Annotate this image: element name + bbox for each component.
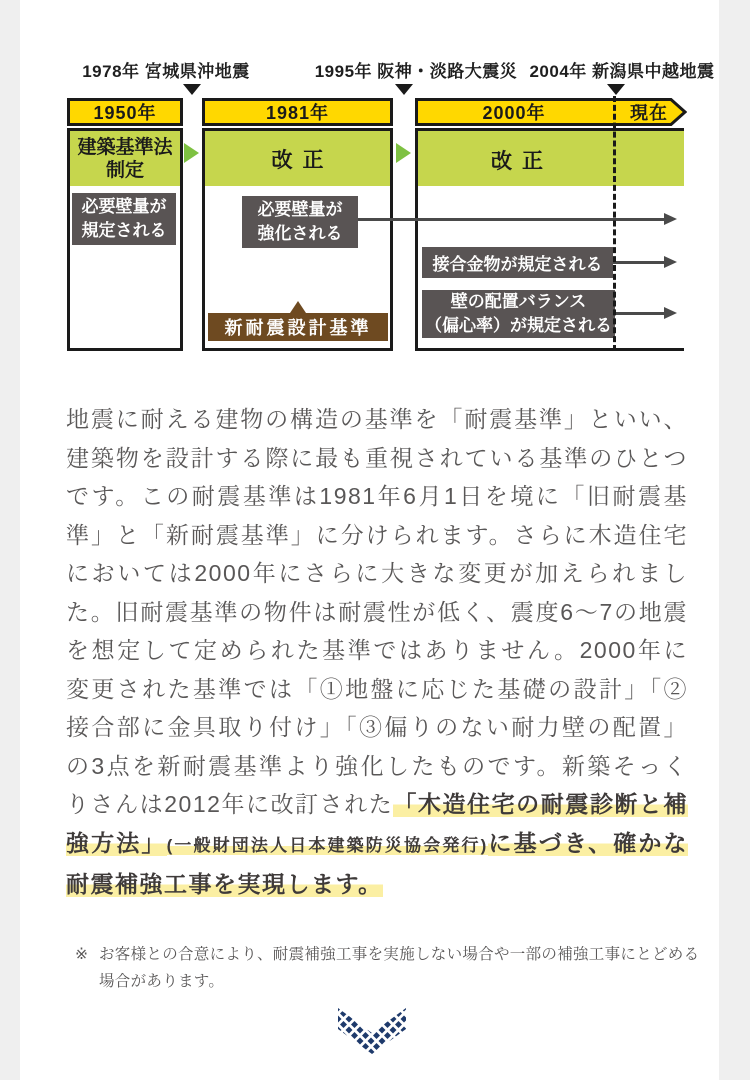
note-chip: 接合金物が規定される	[422, 247, 613, 278]
body-paragraph	[66, 400, 688, 904]
footnote-text: お客様との合意により、耐震補強工事を実施しない場合や一部の補強工事にとどめる場合があります。	[99, 946, 700, 990]
flow-arrow-icon	[396, 143, 411, 163]
highlight-text-small: (一般財団法人日本建築防災協会発行)	[166, 835, 488, 855]
period-title: 改正	[271, 148, 334, 172]
period-title-line2: 制定	[105, 159, 144, 181]
period-title-band	[205, 131, 390, 186]
period-title-line1: 建築基準法	[77, 136, 173, 158]
timeline-arrow	[613, 261, 665, 264]
timeline-arrow-head-icon	[664, 213, 677, 225]
callout-arrow-icon	[290, 301, 306, 313]
footnote	[75, 941, 709, 995]
event-marker-icon	[607, 84, 625, 95]
period-box-1950	[67, 128, 183, 351]
timeline-arrow-head-icon	[664, 256, 677, 268]
year-header-1950: 1950年	[67, 98, 183, 126]
note-chip: 壁の配置バランス （偏心率）が規定される	[422, 290, 615, 338]
period-box-2000	[415, 128, 684, 351]
event-marker-icon	[395, 84, 413, 95]
event-marker-icon	[183, 84, 201, 95]
timeline-diagram	[0, 0, 750, 360]
year-header-2000: 2000年	[482, 103, 546, 123]
year-header-1981: 1981年	[202, 98, 393, 126]
dashed-now-line	[613, 96, 616, 351]
period-title: 改正	[491, 150, 553, 173]
note-chip: 必要壁量が 規定される	[72, 193, 176, 245]
period-title-band	[70, 131, 180, 186]
callout-box: 新耐震設計基準	[208, 313, 388, 341]
timeline-arrow-head-icon	[664, 307, 677, 319]
highlight-text: 「木造住宅の耐震診断と補強方法」	[66, 791, 688, 856]
note-chip: 必要壁量が 強化される	[242, 196, 358, 248]
event-label-1978: 1978年 宮城県沖地震	[82, 62, 250, 81]
footnote-marker: ※	[75, 946, 89, 963]
chevron-down-ornament-icon	[338, 1008, 406, 1059]
event-label-2004: 2004年 新潟県中越地震	[529, 62, 715, 81]
timeline-arrow	[614, 312, 665, 315]
now-label: 現在	[630, 103, 668, 123]
paragraph-regular-text: 地震に耐える建物の構造の基準を「耐震基準」といい、建築物を設計する際に最も重視されている基準のひとつです。この耐震基準は1981年6月1日を境に「旧耐震基準」と「新耐震基準」に分けられます。さらに木造住宅においては2000年にさらに大きな変更が加えられました。旧耐震基準の物件は耐震性が低く、震度6〜7の地震を想定して定められた基準ではありません。2000年に変更された基準では「①地盤に応じた基礎の設計」「②接合部に金具取り付け」「③偏りのない耐力壁の配置」の3点を新耐震基準より強化したものです。新築そっくりさんは2012年に改訂された	[66, 406, 688, 817]
highlight-text: に基づき、確かな耐震補強工事を実現します。	[66, 829, 688, 897]
event-label-1995: 1995年 阪神・淡路大震災	[314, 62, 518, 81]
flow-arrow-icon	[184, 143, 199, 163]
timeline-arrow	[358, 218, 665, 221]
